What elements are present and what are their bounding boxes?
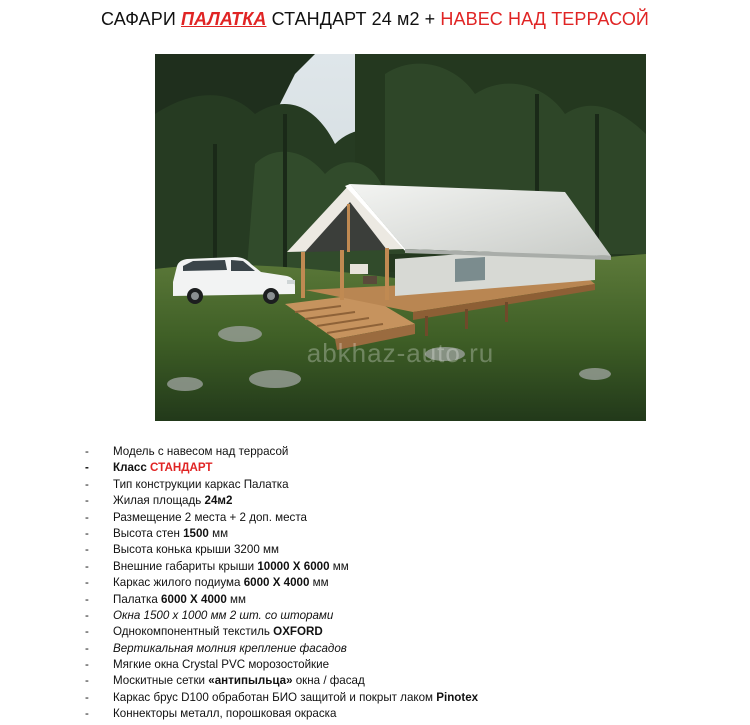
spec-text: 1500	[183, 526, 209, 540]
spec-text: 10000 Х 6000	[257, 559, 330, 573]
spec-text: Класс	[113, 461, 151, 475]
title-part-2: СТАНДАРТ 24 м2 +	[266, 9, 441, 29]
spec-list-item	[82, 575, 722, 591]
spec-text: Модель с навесом над террасой	[113, 445, 289, 458]
spec-text: Палатка	[113, 592, 162, 606]
spec-text: мм	[226, 592, 246, 606]
bullet-dash: -	[85, 445, 89, 458]
bullet-dash: -	[85, 674, 89, 688]
spec-text: мм	[309, 576, 329, 590]
bullet-dash: -	[85, 608, 89, 622]
spec-list	[82, 444, 722, 723]
bullet-dash: -	[85, 559, 89, 573]
bullet-dash: -	[85, 658, 89, 672]
bullet-dash: -	[85, 494, 89, 508]
spec-list-item	[82, 641, 722, 657]
spec-text: Коннекторы металл, порошковая окраска	[113, 707, 337, 721]
spec-text: Тип конструкции каркас Палатка	[113, 477, 289, 491]
spec-text: Pinotex	[436, 690, 479, 704]
spec-text: 6000 Х 4000	[243, 576, 310, 590]
spec-text: «антипыльца»	[208, 674, 293, 688]
spec-text: OXFORD	[273, 625, 323, 639]
bullet-dash: -	[85, 543, 89, 557]
bullet-dash: -	[85, 576, 89, 590]
bullet-dash: -	[85, 625, 89, 639]
title-highlight: ПАЛАТКА	[180, 9, 267, 29]
title-part-3: НАВЕС НАД ТЕРРАСОЙ	[440, 9, 649, 29]
spec-text: Мягкие окна Crystal PVC морозостойкие	[113, 658, 330, 672]
spec-text: Высота стен	[113, 526, 184, 540]
bullet-dash: -	[85, 461, 89, 475]
spec-text: Однокомпонентный текстиль	[113, 625, 274, 639]
spec-list-item	[82, 493, 722, 509]
product-photo	[155, 54, 646, 421]
bullet-dash: -	[85, 526, 89, 540]
watermark: abkhaz-auto.ru	[306, 338, 495, 368]
spec-text: окна / фасад	[292, 674, 365, 688]
title-part-1: САФАРИ	[101, 9, 181, 29]
spec-list-item	[82, 673, 722, 689]
spec-text: Каркас брус D100 обработан БИО защитой и покрыт лаком	[113, 690, 437, 704]
bullet-dash: -	[85, 477, 89, 491]
spec-text: Внешние габариты крыши	[113, 559, 258, 573]
spec-list-item	[82, 477, 722, 493]
spec-text: 24м2	[204, 494, 233, 508]
spec-list-item	[82, 592, 722, 608]
spec-list-item	[82, 559, 722, 575]
spec-text: Вертикальная молния крепление фасадов	[113, 641, 347, 655]
spec-list-item	[82, 460, 722, 476]
spec-text: 6000 Х 4000	[161, 592, 227, 606]
page-title	[0, 9, 750, 30]
spec-list-item	[82, 624, 722, 640]
bullet-dash: -	[85, 641, 89, 655]
spec-text: Каркас жилого подиума	[113, 576, 244, 590]
spec-text: мм	[329, 559, 349, 573]
spec-list-item	[82, 444, 722, 460]
spec-text: СТАНДАРТ	[150, 461, 213, 475]
spec-text: Размещение 2 места + 2 доп. места	[113, 510, 307, 524]
spec-text: Высота конька крыши 3200 мм	[113, 543, 279, 557]
spec-list-item	[82, 526, 722, 542]
bullet-dash: -	[85, 510, 89, 524]
spec-text: мм	[208, 526, 229, 540]
spec-text: Жилая площадь	[113, 494, 205, 508]
spec-list-item	[82, 690, 722, 706]
bullet-dash: -	[85, 707, 89, 721]
bullet-dash: -	[85, 592, 89, 606]
spec-text: Окна 1500 х 1000 мм 2 шт. со шторами	[113, 608, 334, 622]
bullet-dash: -	[85, 690, 89, 704]
spec-list-item	[82, 608, 722, 624]
spec-text: Москитные сетки	[113, 674, 209, 688]
spec-list-item	[82, 510, 722, 526]
spec-list-item	[82, 706, 722, 722]
spec-list-item	[82, 542, 722, 558]
spec-list-item	[82, 657, 722, 673]
